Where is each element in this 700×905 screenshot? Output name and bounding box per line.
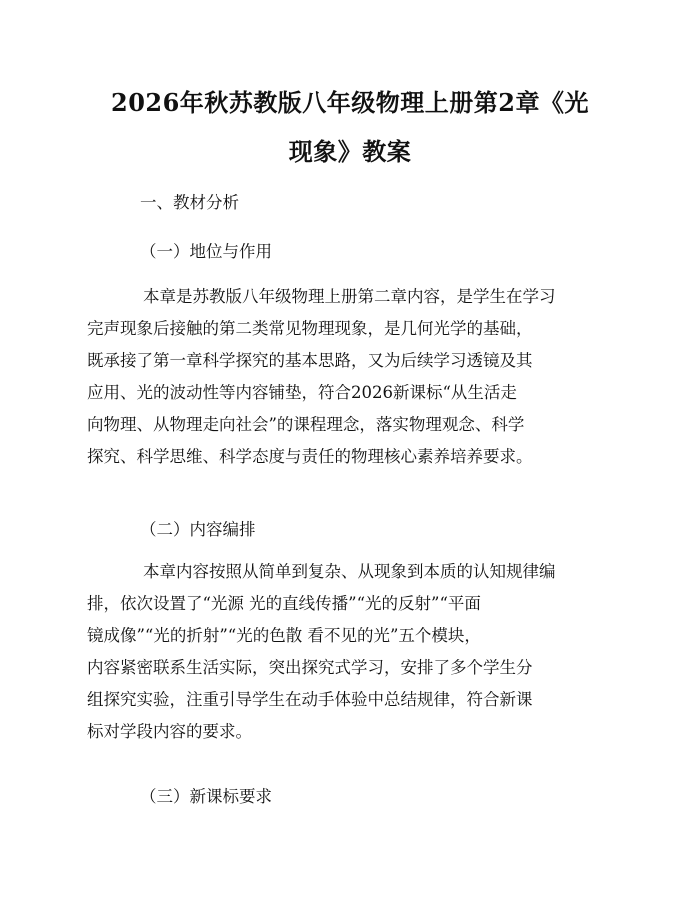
paragraph-line: 完声现象后接触的第二类常见物理现象，是几何光学的基础， (87, 319, 533, 338)
paragraph-line: 本章是苏教版八年级物理上册第二章内容，是学生在学习 (143, 287, 556, 306)
paragraph-position-role (87, 281, 622, 473)
paragraph-line: 向物理、从物理走向社会”的课程理念，落实物理观念、科学 (87, 415, 525, 434)
document-title-line-2: 现象》教案 (288, 137, 412, 166)
paragraph-content-arrangement (87, 556, 622, 748)
paragraph-line: 应用、光的波动性等内容铺垫，符合2026新课标“从生活走 (87, 383, 517, 402)
paragraph-line: 既承接了第一章科学探究的基本思路，又为后续学习透镜及其 (87, 351, 533, 370)
paragraph-line: 排，依次设置了“光源 光的直线传播”“光的反射”“平面 (87, 594, 481, 613)
document-title-line-1: 2026年秋苏教版八年级物理上册第2章《光 (111, 88, 589, 117)
paragraph-line: 探究、科学思维、科学态度与责任的物理核心素养培养要求。 (87, 447, 533, 466)
subsection-heading-curriculum-standards: （三）新课标要求 (140, 787, 272, 806)
subsection-heading-content-arrangement: （二）内容编排 (140, 520, 256, 539)
paragraph-line: 内容紧密联系生活实际，突出探究式学习，安排了多个学生分 (87, 658, 533, 677)
section-heading-textbook-analysis: 一、教材分析 (140, 193, 239, 212)
paragraph-line: 本章内容按照从简单到复杂、从现象到本质的认知规律编 (143, 562, 556, 581)
paragraph-line: 组探究实验，注重引导学生在动手体验中总结规律，符合新课 (87, 690, 533, 709)
paragraph-line: 标对学段内容的要求。 (87, 722, 252, 741)
paragraph-line: 镜成像”“光的折射”“光的色散 看不见的光”五个模块， (87, 626, 481, 645)
subsection-heading-position-role: （一）地位与作用 (140, 242, 272, 261)
